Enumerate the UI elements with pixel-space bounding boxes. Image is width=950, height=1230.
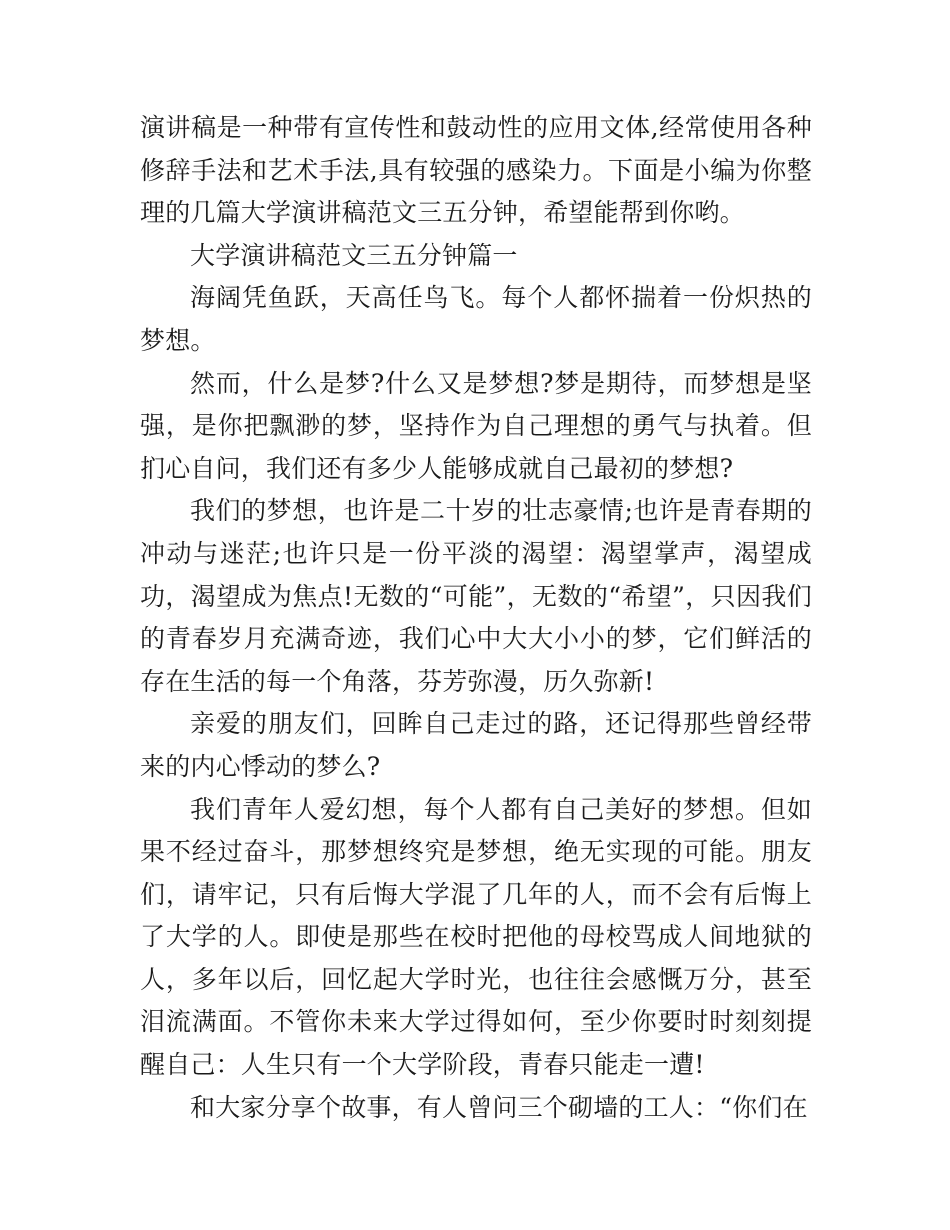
intro-paragraph: 演讲稿是一种带有宣传性和鼓动性的应用文体,经常使用各种修辞手法和艺术手法,具有较强的感染力。下面是小编为你整理的几篇大学演讲稿范文三五分钟，希望能帮到你哟。 bbox=[140, 113, 812, 228]
body-paragraph-5: 我们青年人爱幻想，每个人都有自己美好的梦想。但如果不经过奋斗，那梦想终究是梦想，绝无实现的可能。朋友们，请牢记，只有后悔大学混了几年的人，而不会有后悔上了大学的人。即使是那些在校时把他的母校骂成人间地狱的人，多年以后，回忆起大学时光，也往往会感慨万分，甚至泪流满面。不管你未来大学过得如何，至少你要时时刻刻提醒自己：人生只有一个大学阶段，青春只能走一遭! bbox=[140, 794, 812, 1080]
body-paragraph-6: 和大家分享个故事，有人曾问三个砌墙的工人：“你们在 bbox=[190, 1092, 808, 1122]
section-heading: 大学演讲稿范文三五分钟篇一 bbox=[190, 240, 518, 270]
body-paragraph-3: 我们的梦想，也许是二十岁的壮志豪情;也许是青春期的冲动与迷茫;也许只是一份平淡的渴望：渴望掌声，渴望成功，渴望成为焦点!无数的“可能”，无数的“希望”，只因我们的青春岁月充满奇迹，我们心中大大小小的梦，它们鲜活的存在生活的每一个角落，芬芳弥漫，历久弥新! bbox=[140, 496, 812, 696]
document-page bbox=[140, 107, 812, 1129]
body-paragraph-1: 海阔凭鱼跃，天高任鸟飞。每个人都怀揣着一份炽热的梦想。 bbox=[140, 283, 812, 355]
body-paragraph-2: 然而，什么是梦?什么又是梦想?梦是期待，而梦想是坚强，是你把飘渺的梦，坚持作为自己理想的勇气与执着。但扪心自问，我们还有多少人能够成就自己最初的梦想? bbox=[140, 368, 812, 483]
body-paragraph-4: 亲爱的朋友们，回眸自己走过的路，还记得那些曾经带来的内心悸动的梦么? bbox=[140, 709, 812, 781]
